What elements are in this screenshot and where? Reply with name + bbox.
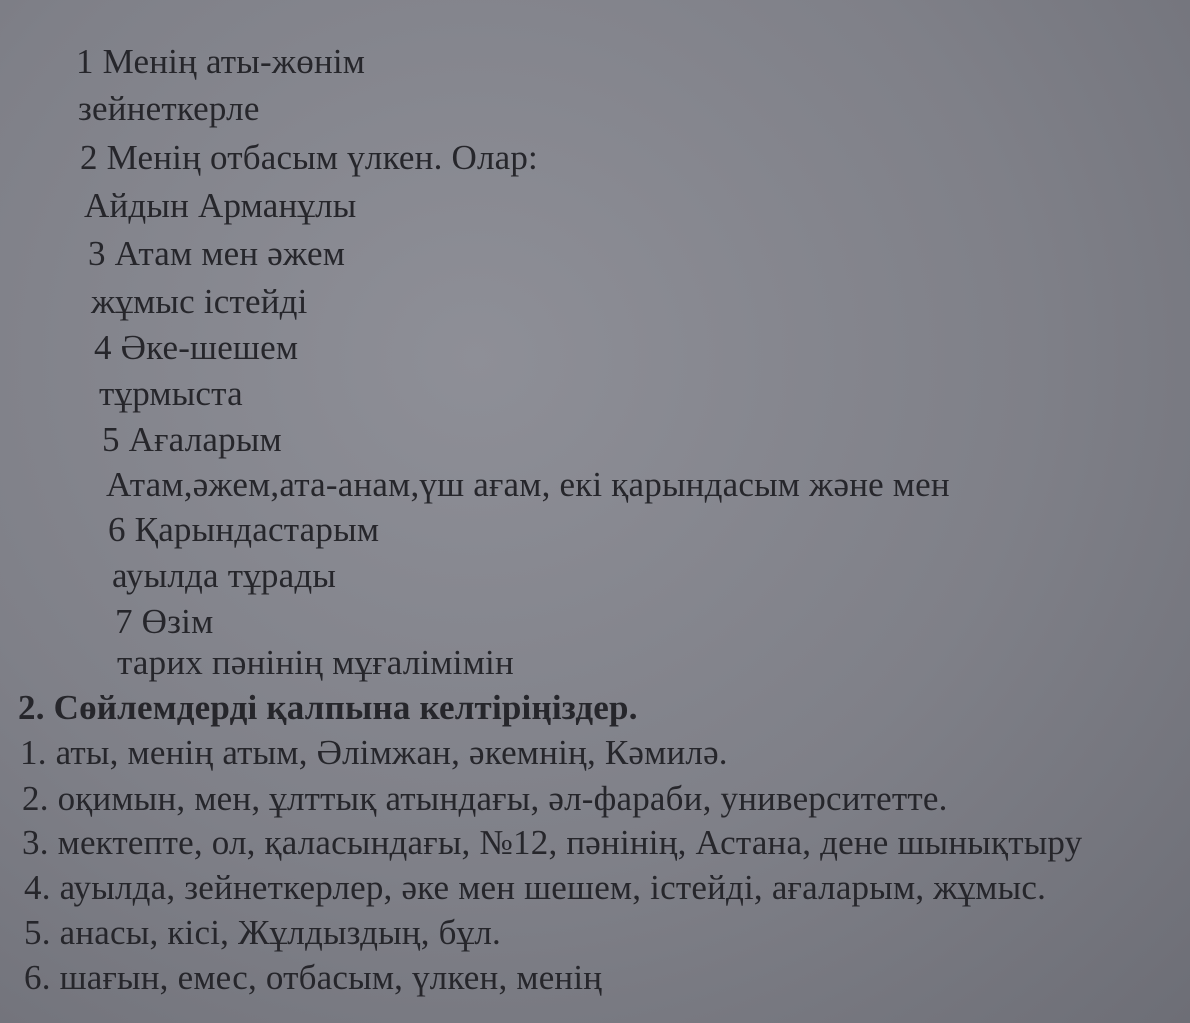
exercise-item: 5. анасы, кісі, Жұлдыздың, бұл. xyxy=(24,913,501,952)
list-item: Атам,әжем,ата-анам,үш ағам, екі қарындасым және мен xyxy=(106,465,950,504)
exercise-item: 2. оқимын, мен, ұлттық атындағы, әл-фараби, университетте. xyxy=(22,779,948,818)
list-item: ауылда тұрады xyxy=(112,556,337,595)
list-item: 7 Өзім xyxy=(115,602,214,641)
section-heading: 2. Сөйлемдерді қалпына келтіріңіздер. xyxy=(18,688,638,727)
list-item: зейнеткерле xyxy=(78,89,260,128)
exercise-item: 3. мектепте, ол, қаласындағы, №12, пәнінің, Астана, дене шынықтыру xyxy=(22,823,1083,862)
list-item: 3 Атам мен әжем xyxy=(88,234,346,273)
list-item: жұмыс істейді xyxy=(91,282,308,321)
exercise-item: 4. ауылда, зейнеткерлер, әке мен шешем, істейді, ағаларым, жұмыс. xyxy=(24,868,1047,907)
list-item: Айдын Арманұлы xyxy=(84,186,357,225)
list-item: 1 Менің аты-жөнім xyxy=(76,42,366,81)
list-item: тарих пәнінің мұғалімімін xyxy=(117,643,514,682)
exercise-item: 1. аты, менің атым, Әлімжан, әкемнің, Кәмилә. xyxy=(20,733,728,772)
exercise-item: 6. шағын, емес, отбасым, үлкен, менің xyxy=(24,958,603,997)
list-item: 2 Менің отбасым үлкен. Олар: xyxy=(80,138,538,177)
list-item: тұрмыста xyxy=(99,374,243,413)
list-item: 6 Қарындастарым xyxy=(108,510,380,549)
list-item: 4 Әке-шешем xyxy=(94,328,299,367)
list-item: 5 Ағаларым xyxy=(102,420,282,459)
